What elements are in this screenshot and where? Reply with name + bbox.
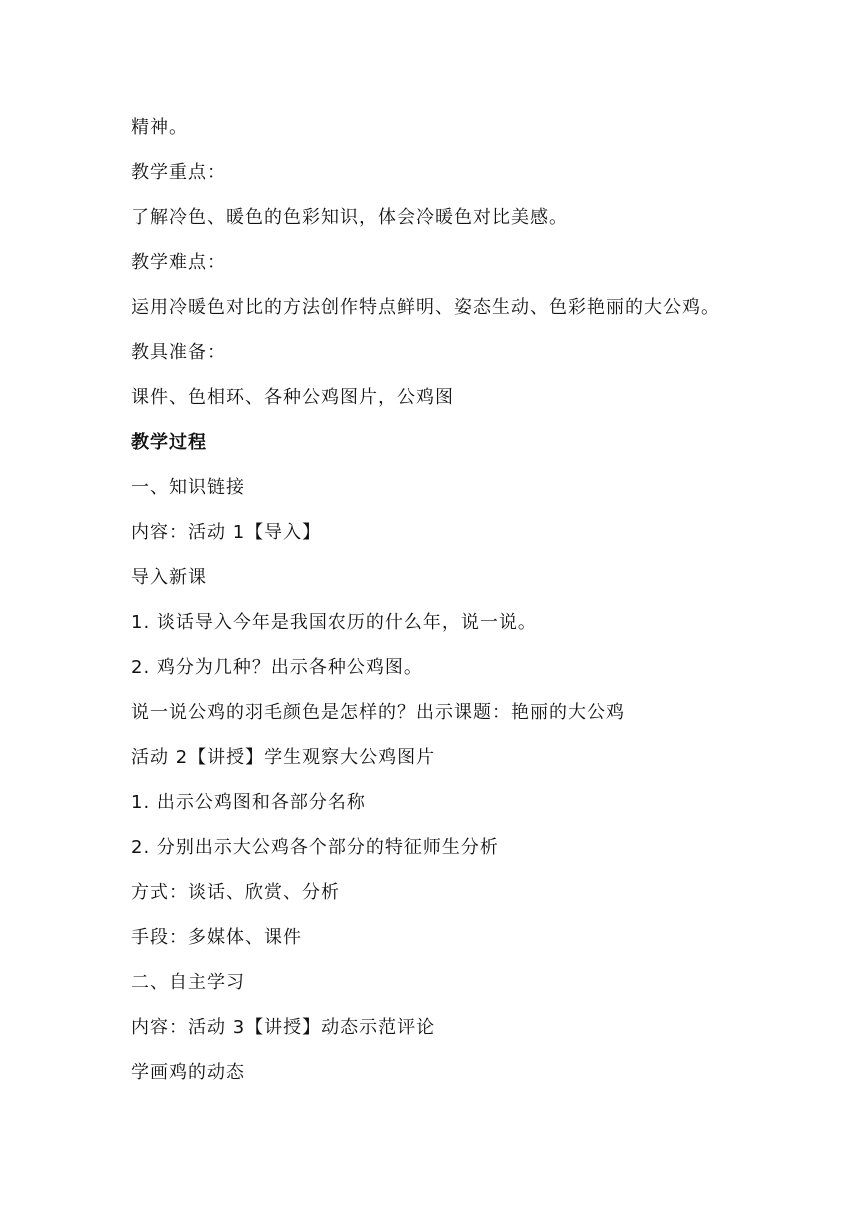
heading-teaching-tools: 教具准备： [131,342,226,363]
text-teaching-focus: 了解冷色、暖色的色彩知识，体会冷暖色对比美感。 [131,207,568,228]
list-item-features: 2. 分别出示大公鸡各个部分的特征师生分析 [131,837,499,858]
text-method: 方式：谈话、欣赏、分析 [131,882,340,903]
activity-2-title: 活动 2【讲授】学生观察大公鸡图片 [131,747,436,768]
list-item-show-picture: 1. 出示公鸡图和各部分名称 [131,792,366,813]
activity-3-title: 内容：活动 3【讲授】动态示范评论 [131,1017,436,1038]
section-self-study: 二、自主学习 [131,972,245,993]
heading-teaching-process: 教学过程 [131,432,207,453]
text-learn-dynamics: 学画鸡的动态 [131,1062,245,1083]
text-means: 手段：多媒体、课件 [131,927,302,948]
activity-1-title: 内容：活动 1【导入】 [131,522,322,543]
text-line-intro-ending: 精神。 [131,117,188,138]
list-item-1: 1. 谈话导入今年是我国农历的什么年，说一说。 [131,612,537,633]
list-item-2: 2. 鸡分为几种？出示各种公鸡图。 [131,657,423,678]
section-knowledge-link: 一、知识链接 [131,477,245,498]
heading-teaching-difficulty: 教学难点： [131,252,226,273]
text-introduce-lesson: 导入新课 [131,567,207,588]
text-teaching-tools: 课件、色相环、各种公鸡图片，公鸡图 [131,387,454,408]
heading-teaching-focus: 教学重点： [131,162,226,183]
text-teaching-difficulty: 运用冷暖色对比的方法创作特点鲜明、姿态生动、色彩艳丽的大公鸡。 [131,297,720,318]
text-feather-colors: 说一说公鸡的羽毛颜色是怎样的？出示课题：艳丽的大公鸡 [131,702,625,723]
